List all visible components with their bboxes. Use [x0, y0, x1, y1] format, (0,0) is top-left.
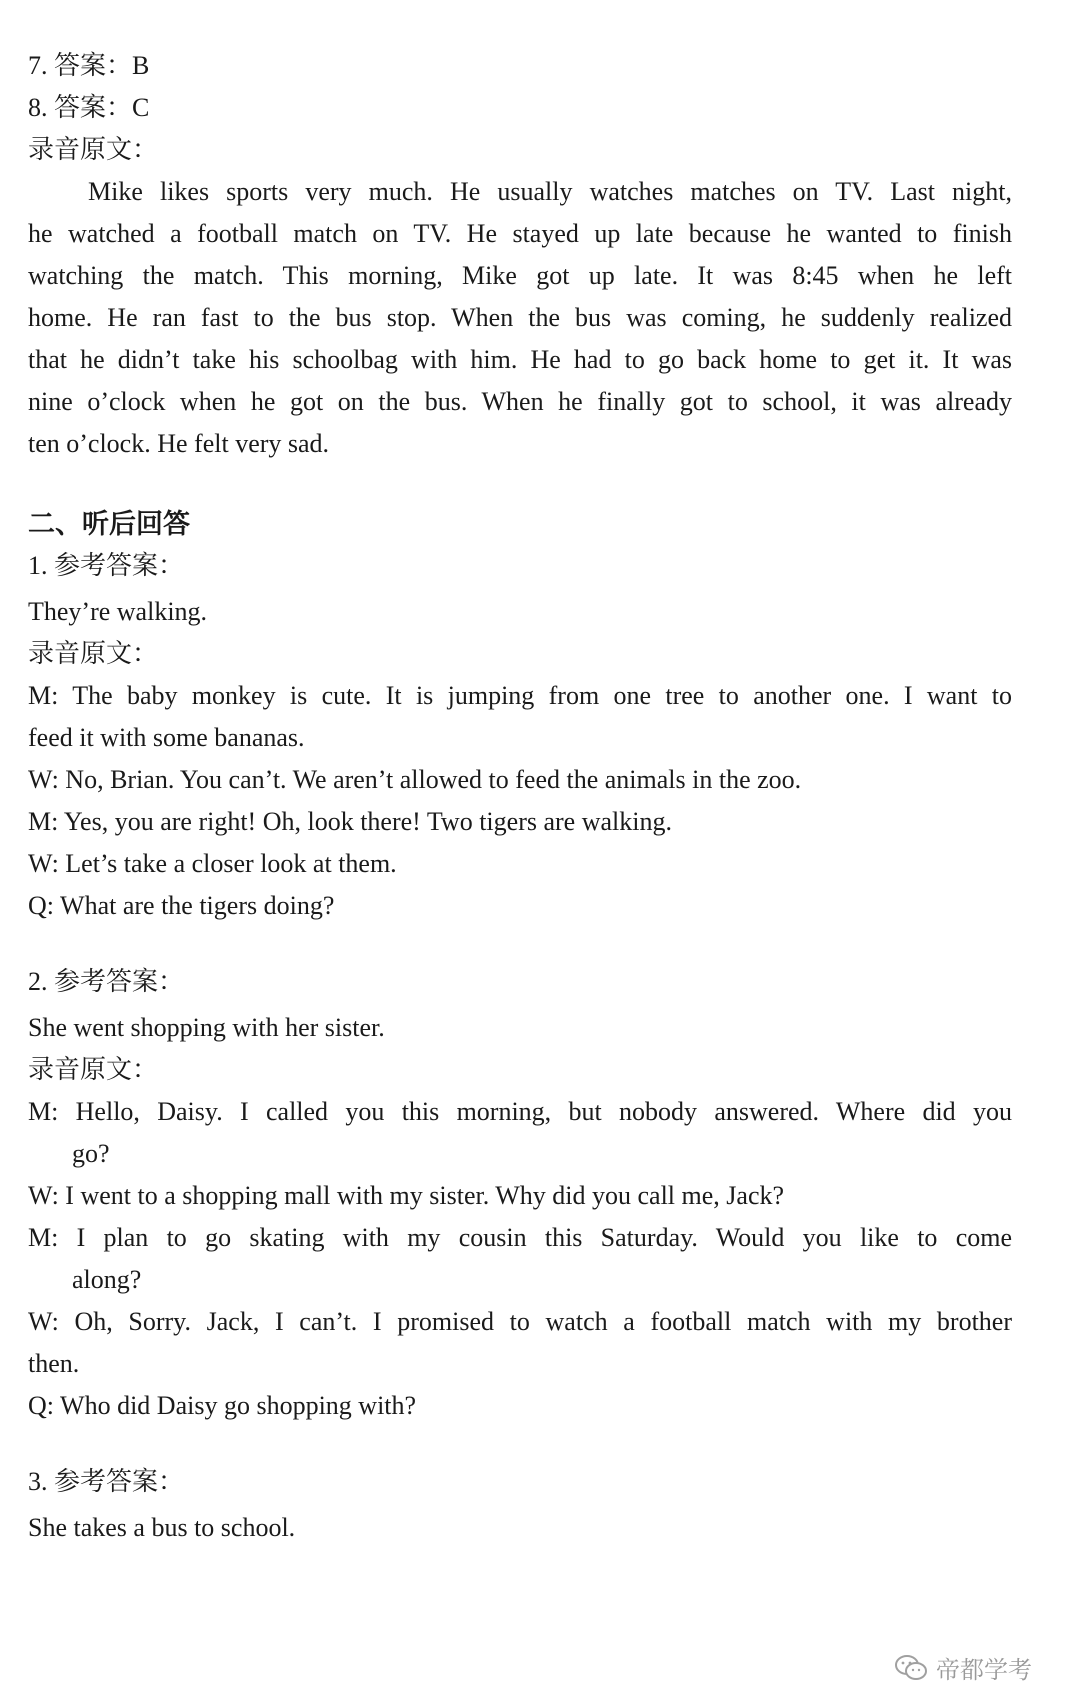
- q2-label: 2. 参考答案：: [28, 967, 185, 996]
- passage-line: that he didn’t take his schoolbag with him. He had to go back home to get it. It was: [28, 345, 1012, 374]
- q1-label: 1. 参考答案：: [28, 551, 185, 580]
- passage-line: watching the match. This morning, Mike got up late. It was 8:45 when he left: [28, 261, 1012, 290]
- q2-answer: She went shopping with her sister.: [28, 1013, 385, 1042]
- dialogue-line: W: Oh, Sorry. Jack, I can’t. I promised to watch a football match with my brother: [28, 1307, 1012, 1336]
- dialogue-line: go?: [72, 1139, 110, 1168]
- dialogue-line: feed it with some bananas.: [28, 723, 305, 752]
- wechat-icon: [894, 1654, 928, 1682]
- q1-answer: They’re walking.: [28, 597, 208, 626]
- watermark: [894, 1650, 1032, 1685]
- dialogue-line: then.: [28, 1349, 80, 1378]
- q2-transcript-label: 录音原文：: [28, 1055, 159, 1084]
- passage-line: home. He ran fast to the bus stop. When the bus was coming, he suddenly realized: [28, 303, 1012, 332]
- watermark-text: 帝都学考: [936, 1656, 1032, 1684]
- dialogue-line: along?: [72, 1265, 142, 1294]
- dialogue-line: Q: What are the tigers doing?: [28, 891, 335, 920]
- q3-label: 3. 参考答案：: [28, 1467, 185, 1496]
- dialogue-line: W: I went to a shopping mall with my sister. Why did you call me, Jack?: [28, 1181, 785, 1210]
- section-heading: 二、听后回答: [28, 509, 190, 539]
- passage-line: he watched a football match on TV. He stayed up late because he wanted to finish: [28, 219, 1012, 248]
- dialogue-line: M: Hello, Daisy. I called you this morning, but nobody answered. Where did you: [28, 1097, 1012, 1126]
- passage-line: nine o’clock when he got on the bus. When he finally got to school, it was already: [28, 387, 1012, 416]
- answer-8: 8. 答案：C: [28, 93, 150, 122]
- passage-line: ten o’clock. He felt very sad.: [28, 429, 330, 458]
- q1-transcript-label: 录音原文：: [28, 639, 159, 668]
- dialogue-line: W: No, Brian. You can’t. We aren’t allowed to feed the animals in the zoo.: [28, 765, 802, 794]
- dialogue-line: Q: Who did Daisy go shopping with?: [28, 1391, 417, 1420]
- answer-7: 7. 答案：B: [28, 51, 150, 80]
- passage-line: Mike likes sports very much. He usually watches matches on TV. Last night,: [88, 177, 1012, 206]
- dialogue-line: M: I plan to go skating with my cousin this Saturday. Would you like to come: [28, 1223, 1012, 1252]
- dialogue-line: M: The baby monkey is cute. It is jumping from one tree to another one. I want to: [28, 681, 1012, 710]
- dialogue-line: W: Let’s take a closer look at them.: [28, 849, 397, 878]
- q3-answer: She takes a bus to school.: [28, 1513, 296, 1542]
- dialogue-line: M: Yes, you are right! Oh, look there! Two tigers are walking.: [28, 807, 672, 836]
- transcript-label: 录音原文：: [28, 135, 159, 164]
